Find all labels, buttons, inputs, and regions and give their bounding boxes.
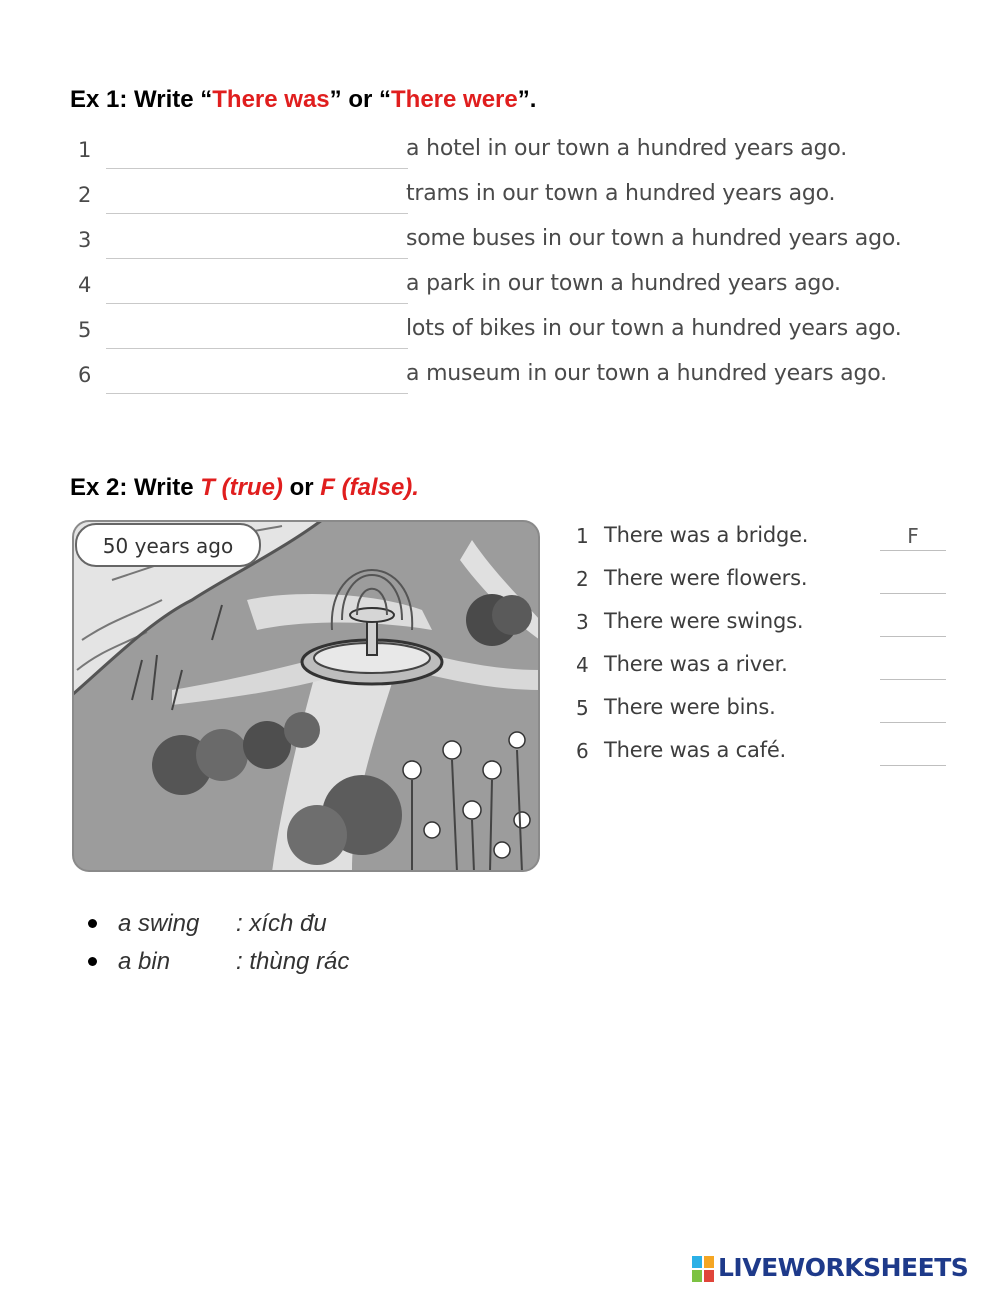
ex2-item-text: There were swings. xyxy=(604,609,804,633)
bullet-icon xyxy=(88,957,97,966)
ex2-item-number: 5 xyxy=(576,696,589,720)
ex1-item-text: trams in our town a hundred years ago. xyxy=(406,181,836,206)
ex2-item xyxy=(574,606,946,642)
ex1-item-text: a park in our town a hundred years ago. xyxy=(406,271,841,296)
ex2-answer-input[interactable] xyxy=(880,522,946,551)
ex2-item-number: 2 xyxy=(576,567,589,591)
ex2-item-text: There were flowers. xyxy=(604,566,808,590)
ex1-item-number: 4 xyxy=(78,273,92,297)
ex1-title-prefix: Ex 1: Write “ xyxy=(70,86,213,113)
ex2-item xyxy=(574,735,946,771)
ex2-answer-input[interactable] xyxy=(880,565,946,594)
ex1-item-text: a museum in our town a hundred years ago. xyxy=(406,361,887,386)
ex2-option-true: T (true) xyxy=(200,474,283,501)
ex1-item-number: 3 xyxy=(78,228,92,252)
vocabulary-meaning: : thùng rác xyxy=(236,948,350,975)
ex2-item-text: There were bins. xyxy=(604,695,776,719)
ex2-item xyxy=(574,563,946,599)
ex2-item-text: There was a river. xyxy=(604,652,788,676)
ex1-answer-input[interactable] xyxy=(106,230,408,259)
ex1-item xyxy=(78,134,958,174)
ex1-item-text: some buses in our town a hundred years ago. xyxy=(406,226,902,251)
ex2-item-number: 6 xyxy=(576,739,589,763)
ex2-answer-input[interactable] xyxy=(880,608,946,637)
ex1-answer-input[interactable] xyxy=(106,185,408,214)
ex1-option-there-was: There was xyxy=(212,86,330,113)
ex2-item-text: There was a café. xyxy=(604,738,787,762)
exercise-2-heading xyxy=(70,474,419,502)
ex2-item-text: There was a bridge. xyxy=(604,523,809,547)
ex1-title-suffix: ”. xyxy=(517,86,537,113)
ex1-item xyxy=(78,314,958,354)
exercise-1-heading xyxy=(70,86,536,114)
ex1-answer-input[interactable] xyxy=(106,365,408,394)
ex2-title-mid: or xyxy=(282,474,321,501)
ex1-title-mid: ” or “ xyxy=(329,86,391,113)
ex1-option-there-were: There were xyxy=(391,86,518,113)
picture-label: 50 years ago xyxy=(102,534,234,558)
vocabulary-word: a bin xyxy=(118,948,171,975)
ex1-item xyxy=(78,179,958,219)
ex1-answer-input[interactable] xyxy=(106,275,408,304)
ex2-title-prefix: Ex 2: Write xyxy=(70,474,201,501)
ex2-answer-input[interactable] xyxy=(880,694,946,723)
vocabulary-meaning: : xích đu xyxy=(236,910,327,937)
ex1-item-number: 6 xyxy=(78,363,92,387)
ex2-answer-input[interactable] xyxy=(880,737,946,766)
ex1-item xyxy=(78,269,958,309)
bullet-icon xyxy=(88,919,97,928)
ex1-item xyxy=(78,224,958,264)
ex2-item-number: 1 xyxy=(576,524,589,548)
ex1-answer-input[interactable] xyxy=(106,140,408,169)
ex2-answer-input[interactable] xyxy=(880,651,946,680)
ex2-item-number: 3 xyxy=(576,610,589,634)
ex1-item xyxy=(78,359,958,399)
ex1-answer-input[interactable] xyxy=(106,320,408,349)
logo-icon xyxy=(692,1256,714,1282)
ex2-option-false: F (false). xyxy=(320,474,419,501)
ex2-item xyxy=(574,692,946,728)
ex1-item-text: a hotel in our town a hundred years ago. xyxy=(406,136,848,161)
ex1-item-number: 2 xyxy=(78,183,92,207)
ex2-item xyxy=(574,649,946,685)
liveworksheets-logo[interactable] xyxy=(692,1254,992,1284)
ex2-item-number: 4 xyxy=(576,653,589,677)
ex2-item xyxy=(574,520,946,556)
ex1-item-number: 1 xyxy=(78,138,92,162)
park-illustration xyxy=(72,520,540,872)
logo-text: LIVEWORKSHEETS xyxy=(718,1253,969,1282)
ex1-item-text: lots of bikes in our town a hundred years ago. xyxy=(406,316,902,341)
vocabulary-word: a swing xyxy=(118,910,200,937)
ex1-item-number: 5 xyxy=(78,318,92,342)
